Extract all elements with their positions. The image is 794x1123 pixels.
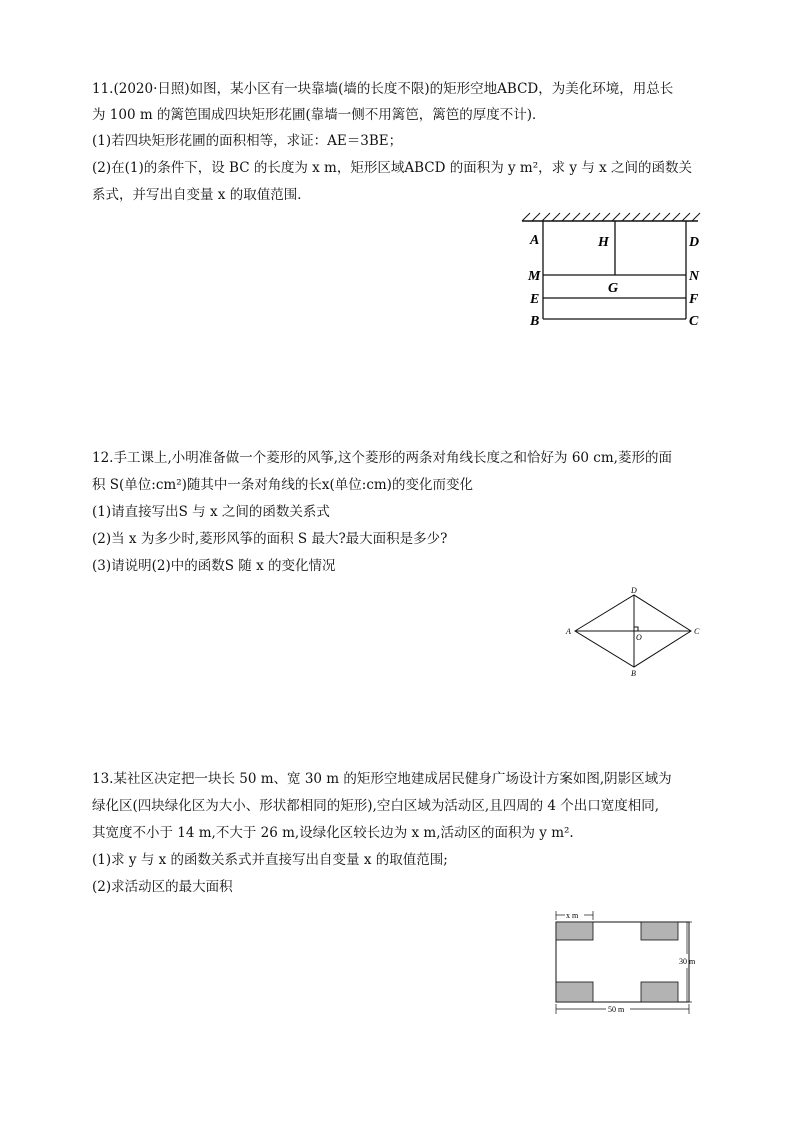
p12-line-3: (1)请直接写出S 与 x 之间的函数关系式: [92, 504, 330, 520]
label-rhombus-O: O: [636, 633, 642, 642]
wall-hatching: [522, 213, 700, 221]
rhombus-figure: [562, 585, 712, 680]
label-N: N: [689, 269, 700, 284]
p13-line-5: (2)求活动区的最大面积: [92, 879, 233, 895]
p12-line-1: 12.手工课上,小明准备做一个菱形的风筝,这个菱形的两条对角线长度之和恰好为 60 cm,菱形的面: [92, 450, 672, 466]
p12-line-4: (2)当 x 为多少时,菱形风筝的面积 S 最大?最大面积是多少?: [92, 531, 448, 547]
p13-line-4: (1)求 y 与 x 的函数关系式并直接写出自变量 x 的取值范围;: [92, 852, 448, 868]
p11-line-1: 11.(2020·日照)如图，某小区有一块靠墙(墙的长度不限)的矩形空地ABCD，为美化环境，用总长: [92, 81, 674, 97]
dimension-right-label: 30 m: [679, 957, 696, 966]
label-H: H: [598, 235, 609, 250]
p11-line-3: (1)若四块矩形花圃的面积相等，求证：AE＝3BE；: [92, 133, 403, 149]
green-area-bottom-left: [556, 982, 593, 1002]
p13-line-1: 13.某社区决定把一块长 50 m、宽 30 m 的矩形空地建成居民健身广场设计方案如图,阴影区域为: [92, 771, 672, 787]
label-G: G: [608, 281, 619, 296]
garden-figure: [518, 212, 708, 332]
dimension-top-label: x m: [566, 911, 579, 920]
label-rhombus-C: C: [694, 627, 700, 636]
label-M: M: [528, 269, 541, 284]
p11-line-2: 为 100 m 的篱笆围成四块矩形花圃(靠墙一侧不用篱笆，篱笆的厚度不计)．: [92, 107, 546, 123]
right-angle-mark: [634, 627, 638, 631]
green-area-top-right: [641, 922, 678, 940]
label-B: B: [530, 314, 540, 329]
p13-line-3: 其宽度不小于 14 m,不大于 26 m,设绿化区较长边为 x m,活动区的面积为 y m².: [92, 825, 574, 841]
green-area-bottom-right: [641, 982, 678, 1002]
label-F: F: [689, 292, 699, 307]
label-D: D: [689, 235, 700, 250]
p11-line-4: (2)在(1)的条件下，设 BC 的长度为 x m，矩形区域ABCD 的面积为 y m²，求 y 与 x 之间的函数关: [92, 160, 693, 176]
label-rhombus-B: B: [631, 669, 636, 678]
dimension-bottom-label: 50 m: [608, 1005, 625, 1014]
label-rhombus-D: D: [631, 586, 637, 595]
label-E: E: [530, 292, 540, 307]
p12-line-2: 积 S(单位:cm²)随其中一条对角线的长x(单位:cm)的变化而变化: [92, 477, 473, 493]
p13-line-2: 绿化区(四块绿化区为大小、形状都相同的矩形),空白区域为活动区,且四周的 4 个出口宽度相同,: [92, 798, 660, 814]
green-area-top-left: [556, 922, 593, 940]
p12-line-5: (3)请说明(2)中的函数S 随 x 的变化情况: [92, 558, 336, 574]
label-A: A: [530, 233, 540, 248]
label-C: C: [689, 314, 699, 329]
p11-line-5: 系式，并写出自变量 x 的取值范围．: [92, 187, 311, 203]
plaza-figure: [548, 908, 708, 1018]
label-rhombus-A: A: [566, 627, 571, 636]
